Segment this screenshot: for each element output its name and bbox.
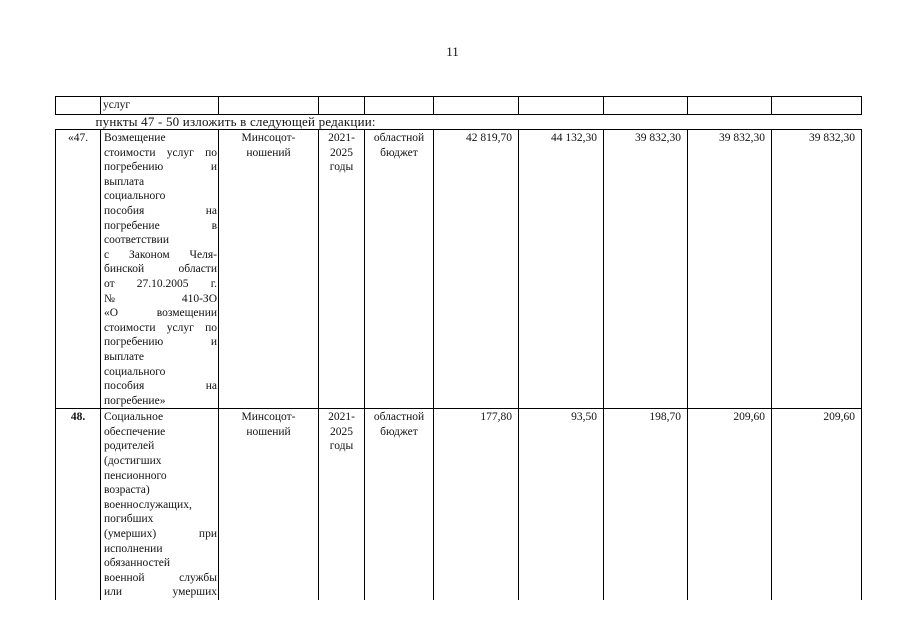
row-amount-5: 209,60: [772, 409, 862, 600]
row-name-line: военной службы: [104, 571, 217, 584]
row-name-line: погребению и: [104, 336, 217, 349]
cell-empty: [604, 97, 688, 115]
row-name: [101, 130, 219, 409]
row-amount-1: 42 819,70: [434, 130, 519, 409]
row-name-line: погребение»: [104, 394, 166, 407]
table-row-previous: [56, 97, 862, 115]
row-amount-2: 93,50: [519, 409, 604, 600]
instruction-row: [56, 115, 862, 130]
cell-name: услуг: [101, 97, 219, 115]
row-name-line: военнослужащих,: [104, 498, 192, 511]
row-name-line: (умерших) при: [104, 528, 217, 541]
row-source: областной бюджет: [365, 130, 434, 409]
table-row: [56, 130, 862, 409]
row-name-line: обязанностей: [104, 557, 170, 570]
row-amount-3: 198,70: [604, 409, 688, 600]
row-name-line: Социальное: [104, 411, 164, 424]
row-name-line: родителей: [104, 440, 155, 453]
row-name-line: социального: [104, 365, 166, 378]
row-amount-5: 39 832,30: [772, 130, 862, 409]
cell-empty: [219, 97, 319, 115]
instruction-text: пункты 47 - 50 изложить в следующей редакции:: [56, 115, 862, 130]
row-name-line: выплате: [104, 350, 144, 363]
row-name-line: от 27.10.2005 г.: [104, 277, 217, 290]
row-executor: Минсоцот-ношений: [219, 130, 319, 409]
row-name-line: выплата: [104, 175, 145, 188]
row-number: «47.: [56, 130, 101, 409]
cell-empty: [519, 97, 604, 115]
row-name-line: пенсионного: [104, 469, 167, 482]
row-name-line: возраста): [104, 484, 150, 497]
row-amount-4: 39 832,30: [688, 130, 772, 409]
row-number: 48.: [56, 409, 101, 600]
row-years: 2021-2025 годы: [319, 130, 365, 409]
row-amount-4: 209,60: [688, 409, 772, 600]
row-name-line: с Законом Челя-: [104, 248, 217, 261]
row-amount-3: 39 832,30: [604, 130, 688, 409]
row-name-line: погибших: [104, 513, 154, 526]
row-name-line: погребению и: [104, 161, 217, 174]
row-executor: Минсоцот-ношений: [219, 409, 319, 600]
row-name-line: «О возмещении: [104, 307, 217, 320]
row-name-line: или умерших: [104, 586, 217, 599]
row-name-line: исполнении: [104, 542, 163, 555]
row-name-line: № 410-ЗО: [104, 292, 217, 305]
cell-empty: [688, 97, 772, 115]
row-years: 2021-2025 годы: [319, 409, 365, 600]
row-name-line: социального: [104, 190, 166, 203]
row-name-line: стоимости услуг по: [104, 321, 217, 334]
row-name: [101, 409, 219, 600]
table-row: [56, 409, 862, 600]
row-source: областной бюджет: [365, 409, 434, 600]
page-number: 11: [446, 44, 459, 59]
budget-table: [55, 96, 862, 600]
row-name-line: обеспечение: [104, 425, 166, 438]
row-name-line: бинской области: [104, 263, 217, 276]
cell-empty: [56, 97, 101, 115]
row-name-line: стоимости услуг по: [104, 146, 217, 159]
row-name-line: соответствии: [104, 234, 169, 247]
cell-empty: [772, 97, 862, 115]
cell-empty: [365, 97, 434, 115]
row-amount-2: 44 132,30: [519, 130, 604, 409]
row-name-line: пособия на: [104, 204, 217, 217]
cell-empty: [319, 97, 365, 115]
row-name-line: пособия на: [104, 380, 217, 393]
cell-empty: [434, 97, 519, 115]
row-name-line: погребение в: [104, 219, 217, 232]
row-name-line: (достигших: [104, 455, 162, 468]
row-name-line: Возмещение: [104, 132, 166, 144]
row-amount-1: 177,80: [434, 409, 519, 600]
